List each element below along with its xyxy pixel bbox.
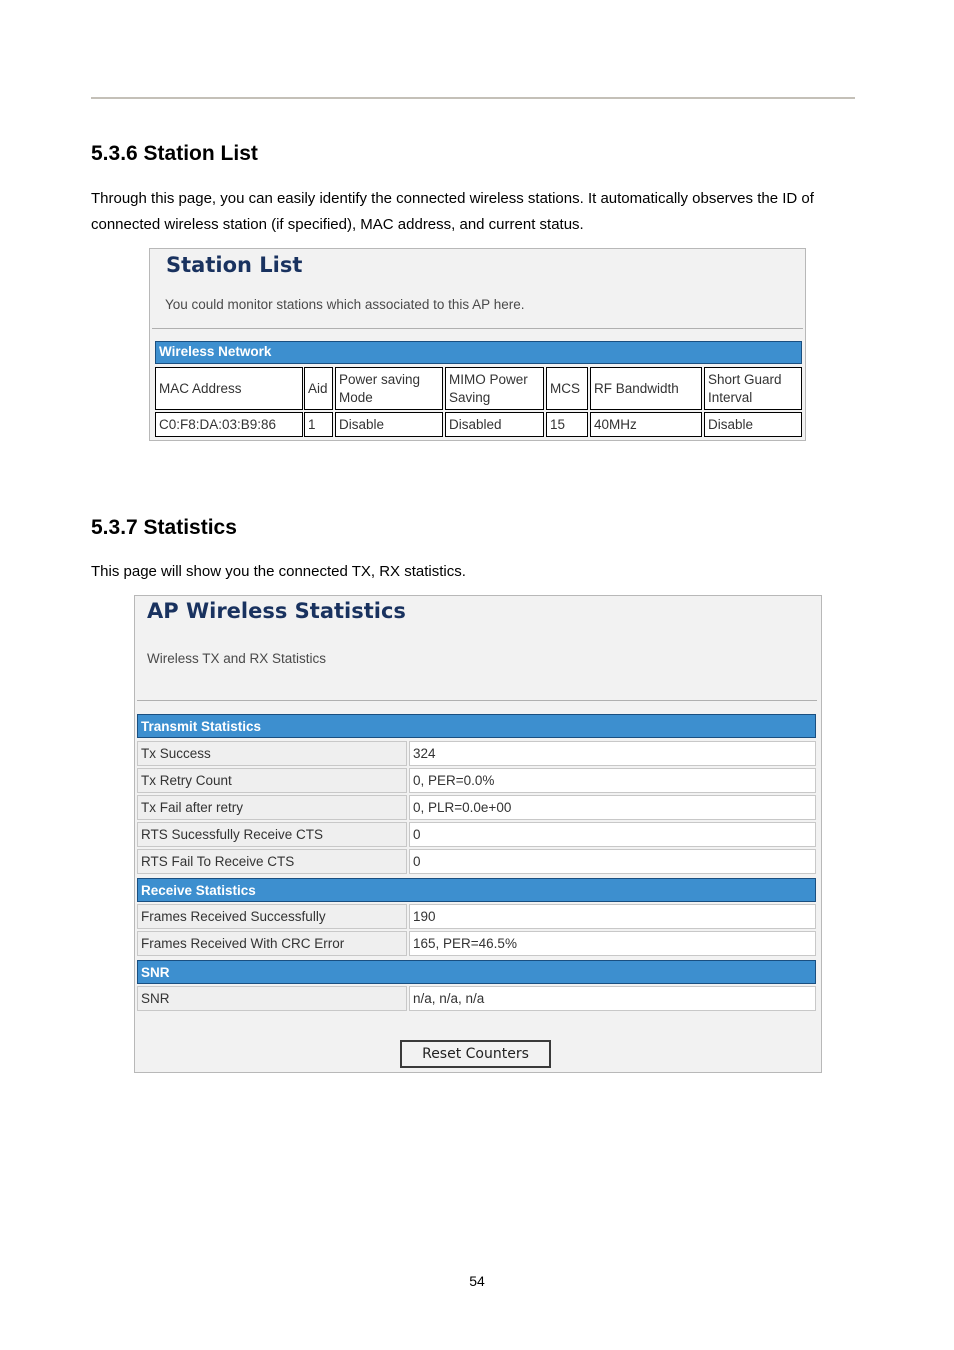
snr-bar: SNR: [137, 960, 816, 984]
table-cell-power-saving-mode: Disable: [335, 412, 443, 437]
station-list-divider: [152, 328, 803, 329]
stat-label-snr: SNR: [137, 986, 407, 1011]
transmit-statistics-bar: Transmit Statistics: [137, 714, 816, 738]
stat-label-frames-crc-error: Frames Received With CRC Error: [137, 931, 407, 956]
stat-value-rts-fail: 0: [409, 849, 816, 874]
section-paragraph-station-list: Through this page, you can easily identify the connected wireless stations. It automatically observes the ID of connected wireless station (if specified), MAC address, and current status.: [91, 190, 814, 233]
stat-label-tx-retry-count: Tx Retry Count: [137, 768, 407, 793]
stat-label-tx-fail-after-retry: Tx Fail after retry: [137, 795, 407, 820]
column-header-power-saving-mode: Power saving Mode: [335, 367, 443, 410]
table-cell-mac-address: C0:F8:DA:03:B9:86: [155, 412, 303, 437]
table-cell-aid: 1: [304, 412, 333, 437]
table-cell-mimo-power-saving: Disabled: [445, 412, 544, 437]
stat-label-rts-success: RTS Sucessfully Receive CTS: [137, 822, 407, 847]
column-header-mac-address: MAC Address: [155, 367, 303, 410]
station-list-title: Station List: [166, 253, 303, 277]
table-cell-rf-bandwidth: 40MHz: [590, 412, 702, 437]
column-header-mcs: MCS: [546, 367, 588, 410]
page-number: 54: [469, 1273, 485, 1289]
table-cell-short-guard-interval: Disable: [704, 412, 802, 437]
receive-statistics-bar: Receive Statistics: [137, 878, 816, 902]
column-header-mimo-power-saving: MIMO Power Saving: [445, 367, 544, 410]
section-paragraph-statistics: This page will show you the connected TX, RX statistics.: [91, 563, 466, 580]
stat-value-snr: n/a, n/a, n/a: [409, 986, 816, 1011]
section-heading-station-list: 5.3.6 Station List: [91, 142, 258, 165]
column-header-aid: Aid: [304, 367, 333, 410]
stat-value-tx-success: 324: [409, 741, 816, 766]
stat-label-rts-fail: RTS Fail To Receive CTS: [137, 849, 407, 874]
stat-value-tx-retry-count: 0, PER=0.0%: [409, 768, 816, 793]
top-divider: [91, 97, 855, 99]
stat-value-tx-fail-after-retry: 0, PLR=0.0e+00: [409, 795, 816, 820]
station-list-subtitle: You could monitor stations which associated to this AP here.: [165, 297, 525, 312]
statistics-title: AP Wireless Statistics: [147, 599, 406, 623]
stat-label-tx-success: Tx Success: [137, 741, 407, 766]
column-header-rf-bandwidth: RF Bandwidth: [590, 367, 702, 410]
wireless-network-bar: Wireless Network: [155, 341, 802, 364]
stat-value-rts-success: 0: [409, 822, 816, 847]
statistics-divider: [137, 700, 817, 701]
section-heading-statistics: 5.3.7 Statistics: [91, 516, 237, 539]
reset-counters-button[interactable]: Reset Counters: [400, 1040, 551, 1068]
stat-label-frames-received: Frames Received Successfully: [137, 904, 407, 929]
stat-value-frames-crc-error: 165, PER=46.5%: [409, 931, 816, 956]
statistics-subtitle: Wireless TX and RX Statistics: [147, 651, 327, 666]
stat-value-frames-received: 190: [409, 904, 816, 929]
table-cell-mcs: 15: [546, 412, 588, 437]
column-header-short-guard-interval: Short Guard Interval: [704, 367, 802, 410]
